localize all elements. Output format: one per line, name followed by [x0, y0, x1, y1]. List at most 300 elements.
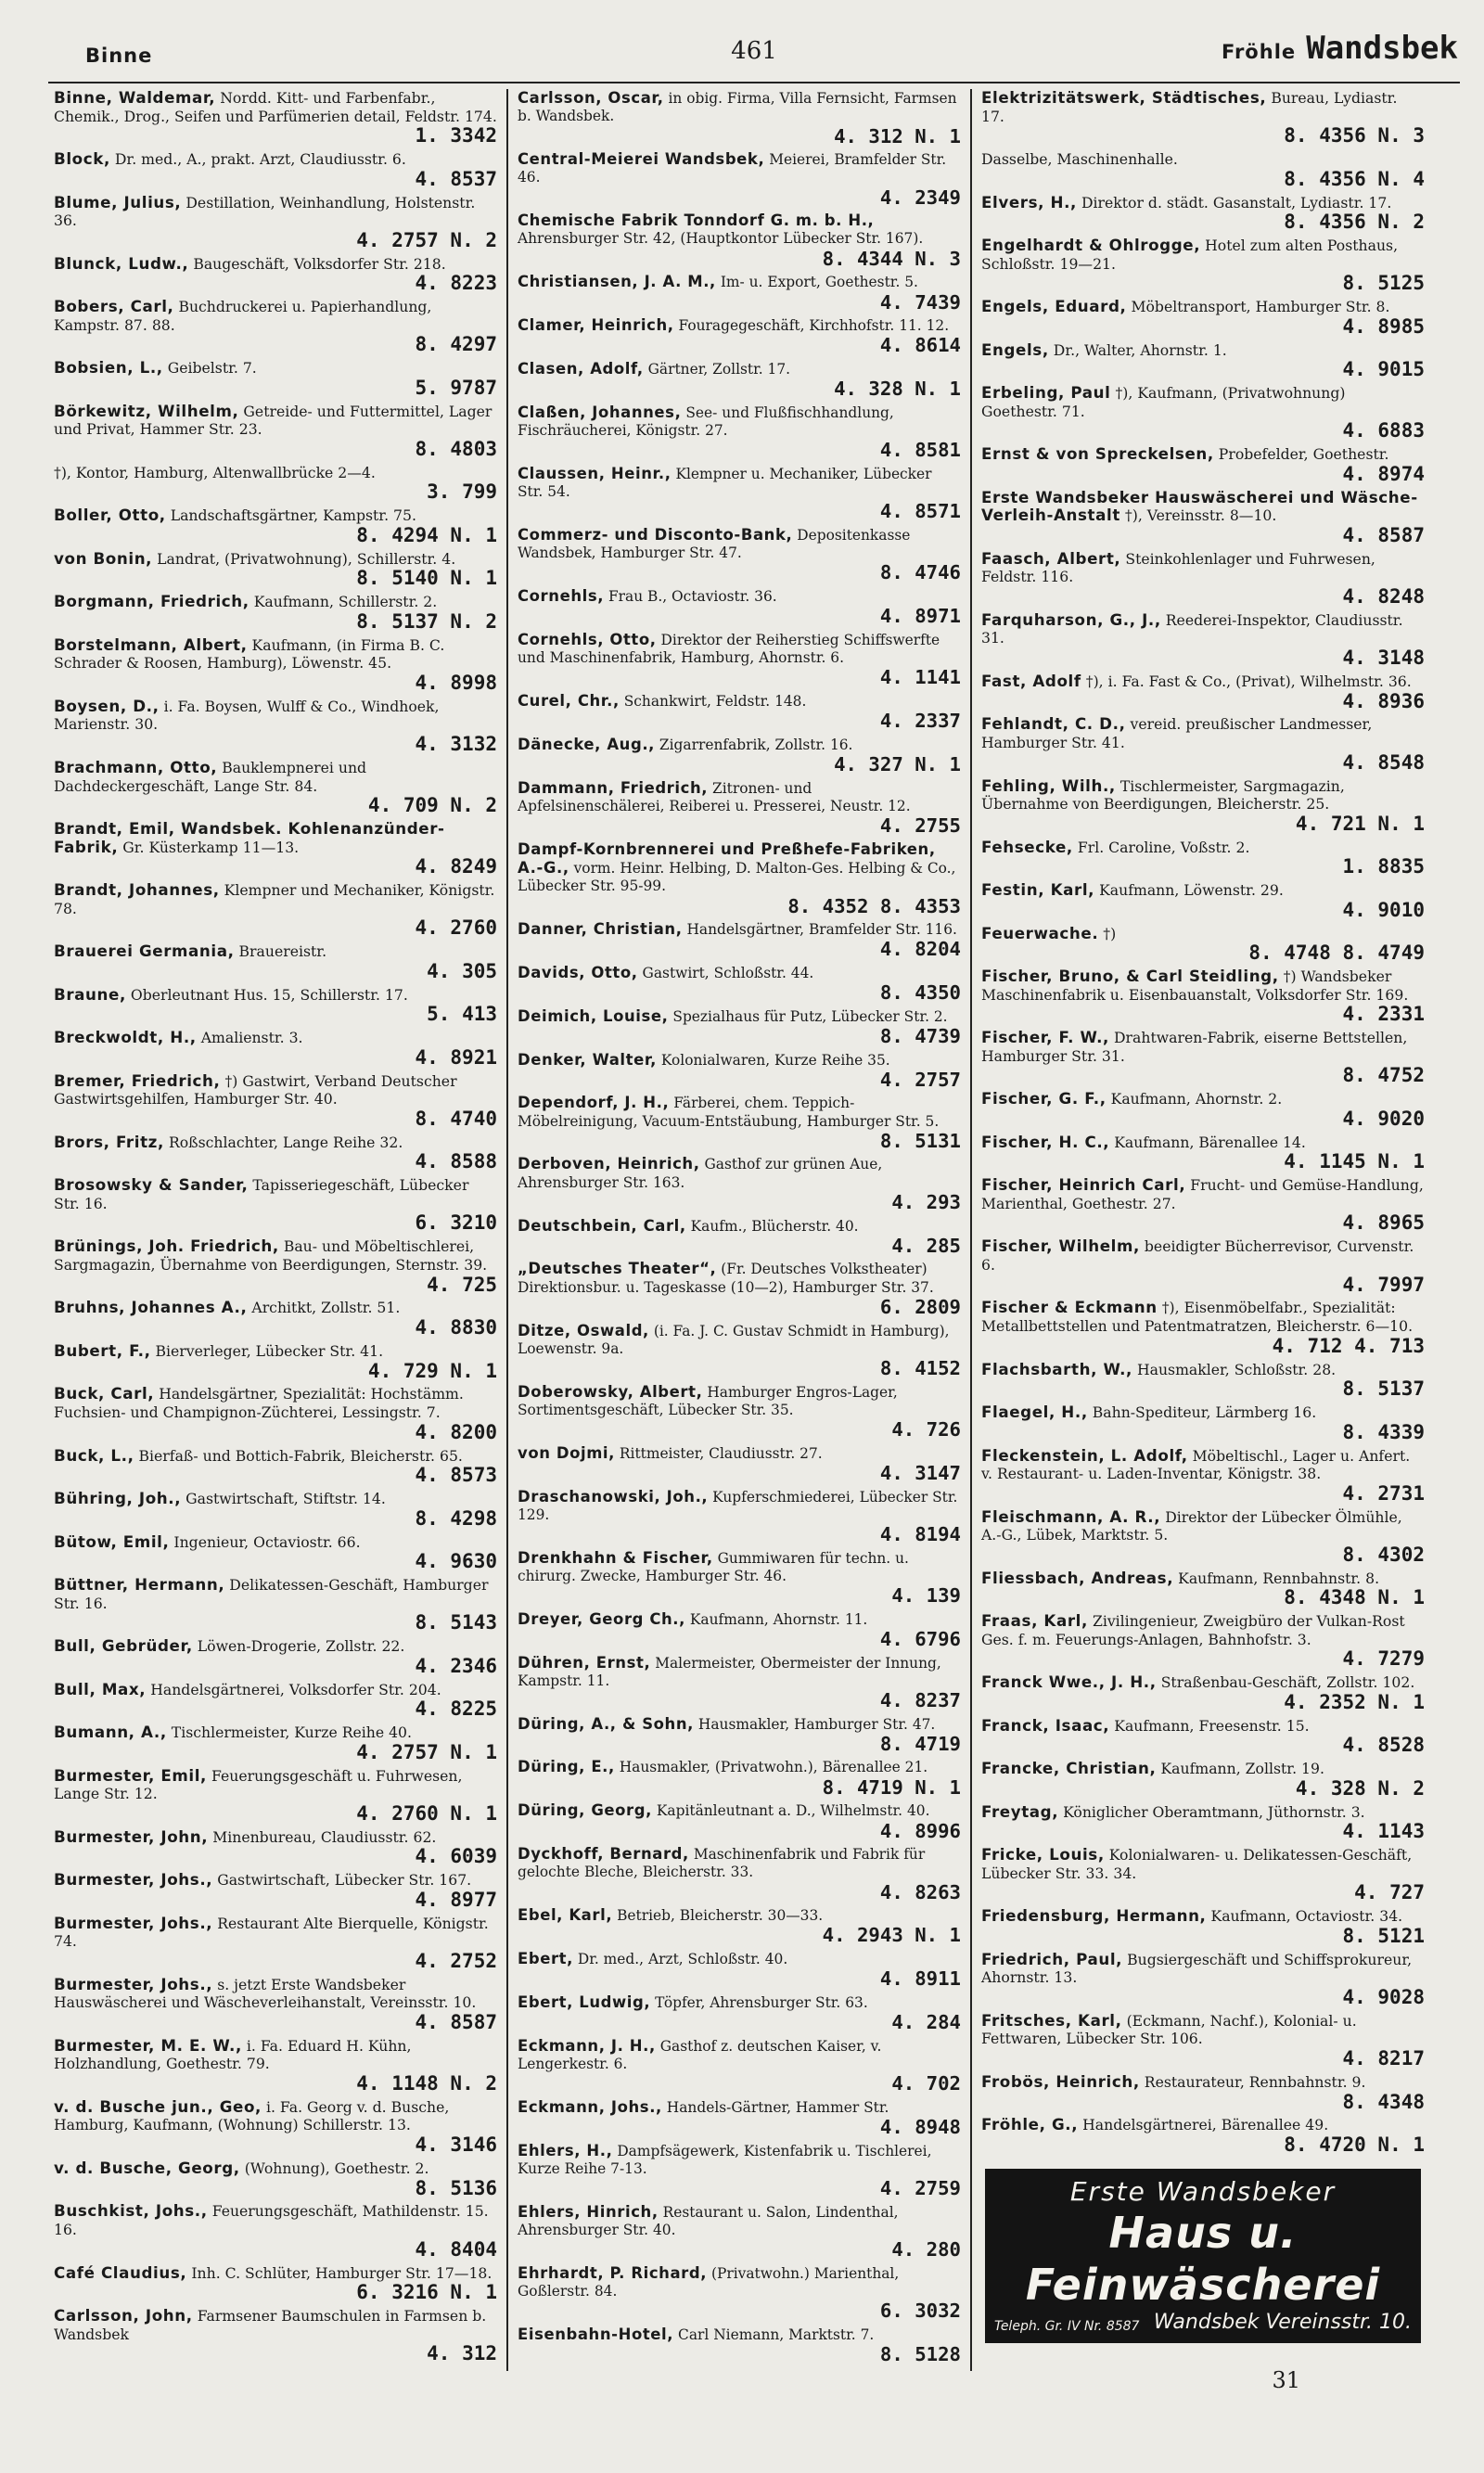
entry-phone-number: 4. 2757 [879, 1068, 961, 1091]
entry-details: Hausmakler, Hamburger Str. 47. [697, 1715, 936, 1733]
entry-name: Ernst & von Spreckelsen, [981, 444, 1214, 464]
entry-phone-number: 8. 4356 N. 3 [1284, 123, 1425, 147]
entry-name: Elvers, H., [981, 192, 1077, 211]
directory-entry [54, 1976, 497, 2033]
entry-phone-number: 4. 8948 [879, 2116, 961, 2139]
entry-details: Bauklempnerei und Dachdeckergeschäft, Lange Str. 84. [54, 758, 367, 795]
directory-entry [981, 1612, 1425, 1670]
entry-phone-number: 4. 8581 [879, 439, 961, 462]
entry-name: Friedensburg, Hermann, [981, 1906, 1207, 1926]
entry-details: Zivilingenieur, Zweigbüro der Vulkan-Rost Ges. f. m. Feuerungs-Anlagen, Bahnhofstr. 3. [981, 1612, 1405, 1648]
entry-details: Bau- und Möbeltischlerei, Sargmagazin, Übernahme von Beerdigungen, Sternstr. 39. [54, 1237, 488, 1274]
entry-details: Reederei-Inspektor, Claudiusstr. 31. [981, 610, 1403, 647]
entry-name: Burmester, M. E. W., [54, 2035, 242, 2055]
entry-details: Restaurant u. Salon, Lindenthal, Ahrensburger Str. 40. [518, 2203, 899, 2238]
header-left-keyword: Binne [85, 45, 153, 67]
entry-name: Friedrich, Paul, [981, 1949, 1123, 1968]
entry-name: Bull, Gebrüder, [54, 1636, 193, 1656]
entry-phone-number: 4. 8977 [415, 1887, 497, 1911]
column-divider [970, 89, 972, 2371]
entry-name: Fleckenstein, L. Adolf, [981, 1445, 1188, 1465]
entry-name: Brosowsky & Sander, [54, 1175, 249, 1195]
entry-details: Bureau, Lydiastr. 17. [981, 89, 1398, 125]
entry-name: Boller, Otto, [54, 506, 166, 525]
entry-phone-number: 1. 8835 [1342, 854, 1425, 878]
entry-phone-number: 8. 4719 N. 1 [822, 1775, 961, 1799]
entry-details: Frl. Caroline, Voßstr. 2. [1077, 838, 1250, 856]
directory-entry [54, 2159, 497, 2199]
directory-entry [981, 839, 1425, 878]
entry-phone-number: 4. 8249 [415, 854, 497, 878]
directory-entry [981, 1176, 1425, 1234]
entry-phone-number: 4. 8998 [415, 670, 497, 694]
entry-name: Dammann, Friedrich, [518, 778, 709, 797]
entry-phone-number: 4. 8588 [415, 1149, 497, 1173]
entry-phone-number: 8. 4352 8. 4353 [787, 894, 961, 917]
entry-phone-number: 4. 8223 [415, 271, 497, 295]
entry-name: Fröhle, G., [981, 2115, 1079, 2134]
directory-entry [54, 1681, 497, 1721]
entry-details: vorm. Heinr. Helbing, D. Malton-Ges. Helbing & Co., Lübecker Str. 95-99. [518, 859, 956, 895]
directory-entry [54, 194, 497, 251]
directory-entry [518, 2203, 961, 2261]
entry-details: Brauereistr. [238, 942, 327, 961]
entry-phone-number: 4. 3132 [415, 732, 497, 756]
directory-entry [981, 777, 1425, 835]
entry-name: Bühring, Joh., [54, 1489, 182, 1508]
entry-phone-number: 4. 8911 [879, 1967, 961, 1991]
entry-name: Burmester, Emil, [54, 1765, 207, 1785]
entry-phone-number: 4. 727 [1354, 1880, 1425, 1904]
entry-details: (i. Fa. J. C. Gustav Schmidt in Hamburg), Loewenstr. 9a. [518, 1322, 950, 1357]
directory-entry [518, 526, 961, 583]
entry-name: Eckmann, Johs., [518, 2097, 662, 2116]
entry-details: Geibelstr. 7. [167, 359, 257, 378]
entry-phone-number: 4. 3146 [415, 2133, 497, 2157]
entry-details: Möbeltransport, Hamburger Str. 8. [1131, 298, 1390, 316]
entry-phone-number: 8. 5125 [1342, 271, 1425, 295]
entry-name: Fast, Adolf [981, 671, 1081, 690]
directory-entry [54, 506, 497, 546]
entry-details: Töpfer, Ahrensburger Str. 63. [655, 1993, 868, 2011]
directory-entry [518, 2326, 961, 2365]
directory-entry [518, 2142, 961, 2199]
entry-details: Restaurateur, Rennbahnstr. 9. [1144, 2072, 1366, 2091]
entry-name: Chemische Fabrik Tonndorf G. m. b. H., [518, 211, 875, 230]
entry-phone-number: 4. 284 [891, 2011, 961, 2034]
entry-name: Bubert, F., [54, 1340, 151, 1360]
entry-details: Depositenkasse Wandsbek, Hamburger Str. 47. [518, 526, 911, 562]
directory-entry [54, 255, 497, 295]
directory-entry [54, 1385, 497, 1442]
entry-name: Deimich, Louise, [518, 1006, 669, 1025]
entry-phone-number: 4. 2731 [1342, 1480, 1425, 1505]
entry-name: Dreyer, Georg Ch., [518, 1609, 685, 1628]
entry-phone-number: 4. 3147 [879, 1461, 961, 1484]
directory-entry [54, 986, 497, 1026]
entry-name: Fischer, G. F., [981, 1089, 1107, 1108]
entry-details: Frau B., Octaviostr. 36. [608, 588, 777, 606]
entry-details: Dr. med., Arzt, Schloßstr. 40. [577, 1951, 788, 1968]
entry-name: Binne, Waldemar, [54, 89, 216, 107]
entry-name: von Bonin, [54, 548, 153, 568]
directory-entry [981, 1846, 1425, 1903]
entry-details: Destillation, Weinhandlung, Holstenstr. 36. [54, 193, 476, 230]
entry-details: Gastwirtschaft, Lübecker Str. 167. [217, 1871, 472, 1890]
directory-entry [54, 403, 497, 460]
entry-details: Gasthof z. deutschen Kaiser, v. Lengerkestr. 6. [518, 2037, 882, 2072]
entry-phone-number: 4. 7439 [879, 290, 961, 314]
directory-entry [518, 1260, 961, 1317]
entry-phone-number: 4. 1141 [879, 666, 961, 689]
entry-details: beeidigter Bücherrevisor, Curvenstr. 6. [981, 1237, 1414, 1274]
entry-name: Bütow, Emil, [54, 1531, 170, 1551]
entry-details: Färberei, chem. Teppich-Möbelreinigung, Vacuum-Entstäubung, Hamburger Str. 5. [518, 1095, 940, 1130]
entry-phone-number: 4. 8404 [415, 2236, 497, 2261]
directory-entry [981, 1508, 1425, 1566]
directory-entry [54, 698, 497, 755]
entry-details: i. Fa. Georg v. d. Busche, Hamburg, Kaufmann, (Wohnung) Schillerstr. 13. [54, 2097, 450, 2134]
entry-details: Carl Niemann, Marktstr. 7. [678, 2326, 875, 2343]
entry-name: Feuerwache. [981, 923, 1099, 942]
entry-details: Ingenieur, Octaviostr. 66. [173, 1532, 361, 1551]
entry-details: Feuerungsgeschäft u. Fuhrwesen, Lange Str. 12. [54, 1766, 463, 1803]
directory-entry [54, 2037, 497, 2095]
entry-phone-number: 8. 5128 [879, 2343, 961, 2366]
entry-name: Drenkhahn & Fischer, [518, 1548, 713, 1567]
entry-phone-number: 3. 799 [427, 480, 497, 504]
entry-details: Probefelder, Goethestr. [1218, 445, 1389, 464]
entry-name: Düring, E., [518, 1758, 615, 1776]
directory-entry [518, 1322, 961, 1379]
entry-name: v. d. Busche, Georg, [54, 2158, 240, 2177]
entry-name: Fehling, Wilh., [981, 775, 1116, 795]
entry-phone-number: 8. 4356 N. 2 [1284, 210, 1425, 234]
entry-name: Blume, Julius, [54, 192, 182, 211]
entry-name: Cornehls, [518, 587, 605, 606]
entry-phone-number: 4. 8237 [879, 1689, 961, 1712]
directory-entry [981, 1361, 1425, 1401]
entry-phone-number: 4. 8548 [1342, 750, 1425, 774]
entry-phone-number: 8. 4719 [879, 1732, 961, 1755]
entry-details: Kaufmann, Rennbahnstr. 8. [1178, 1569, 1380, 1587]
entry-details: †), Kontor, Hamburg, Altenwallbrücke 2—4. [54, 463, 376, 481]
entry-name: Fischer, Wilhelm, [981, 1236, 1140, 1256]
entry-phone-number: 4. 8537 [415, 166, 497, 190]
directory-entry [981, 1029, 1425, 1086]
entry-phone-number: 4. 3148 [1342, 646, 1425, 670]
entry-details: Restaurant Alte Bierquelle, Königstr. 74. [54, 1914, 489, 1951]
entry-details: Kupferschmiederei, Lübecker Str. 129. [518, 1488, 958, 1523]
entry-details: Baugeschäft, Volksdorfer Str. 218. [193, 254, 446, 273]
entry-details: Klempner u. Mechaniker, Lübecker Str. 54. [518, 465, 932, 501]
page-header [48, 13, 1460, 83]
entry-phone-number: 8. 4152 [879, 1357, 961, 1380]
entry-phone-number: 4. 8974 [1342, 461, 1425, 485]
entry-details: Königlicher Oberamtmann, Jüthornstr. 3. [1063, 1802, 1365, 1821]
entry-details: (Wohnung), Goethestr. 2. [244, 2159, 429, 2177]
entry-phone-number: 4. 8587 [415, 2009, 497, 2033]
entry-name: Clasen, Adolf, [518, 359, 644, 378]
entry-phone-number: 8. 4752 [1342, 1063, 1425, 1087]
directory-entry [54, 1723, 497, 1763]
entry-details: Delikatessen-Geschäft, Hamburger Str. 16. [54, 1576, 489, 1612]
entry-details: (Privatwohn.) Marienthal, Goßlerstr. 84. [518, 2264, 900, 2300]
entry-phone-number: 6. 3032 [879, 2300, 961, 2323]
directory-entry [518, 316, 961, 356]
entry-details: Klempner und Mechaniker, Königstr. 78. [54, 881, 495, 917]
directory-entry [981, 881, 1425, 921]
directory-entry [54, 2098, 497, 2156]
entry-details: Landrat, (Privatwohnung), Schillerstr. 4. [157, 549, 456, 568]
directory-entry [518, 89, 961, 147]
entry-phone-number: 8. 4356 N. 4 [1284, 166, 1425, 190]
entry-details: Tischlermeister, Sargmagazin, Übernahme von Beerdigungen, Bleicherstr. 25. [981, 776, 1345, 814]
directory-entry [54, 1299, 497, 1339]
directory-entry [981, 194, 1425, 234]
entry-details: Dasselbe, Maschinenhalle. [981, 150, 1178, 169]
directory-entry [981, 1403, 1425, 1443]
column-3 [976, 89, 1430, 2371]
entry-name: Brandt, Emil, Wandsbek. Kohlenanzünder-Fabrik, [54, 819, 445, 856]
entry-phone-number: 4. 712 4. 713 [1272, 1333, 1425, 1357]
entry-details: (Fr. Deutsches Volkstheater) Direktionsbur. u. Tageskasse (10—2), Hamburger Str. 37. [518, 1261, 934, 1296]
entry-name: von Dojmi, [518, 1443, 616, 1462]
entry-details: Hausmakler, Schloßstr. 28. [1136, 1360, 1337, 1378]
entry-details: Kolonialwaren- u. Delikatessen-Geschäft, Lübecker Str. 33. 34. [981, 1846, 1413, 1882]
directory-entry [981, 1717, 1425, 1757]
directory-entry [54, 1134, 497, 1173]
directory-entry [981, 1907, 1425, 1947]
directory-entry [54, 359, 497, 399]
entry-name: Ebert, Ludwig, [518, 1992, 651, 2011]
entry-name: Buschkist, Johs., [54, 2201, 208, 2221]
directory-entry [518, 692, 961, 732]
entry-details: Direktor d. städt. Gasanstalt, Lydiastr. 17. [1081, 193, 1392, 211]
directory-entry [518, 1993, 961, 2033]
entry-phone-number: 8. 5137 N. 2 [356, 609, 497, 633]
directory-entry [54, 1237, 497, 1295]
entry-details: Handels-Gärtner, Hammer Str. [666, 2098, 889, 2116]
entry-name: Flachsbarth, W., [981, 1359, 1132, 1378]
entry-details: Rittmeister, Claudiusstr. 27. [619, 1444, 823, 1462]
directory-entry [981, 445, 1425, 485]
directory-entry [981, 1447, 1425, 1505]
directory-entry [981, 1299, 1425, 1356]
entry-details: (Eckmann, Nachf.), Kolonial- u. Fettwaren, Lübecker Str. 106. [981, 2011, 1357, 2048]
entry-phone-number: 4. 9015 [1342, 357, 1425, 381]
directory-entry [981, 1803, 1425, 1843]
entry-name: Elektrizitätswerk, Städtisches, [981, 89, 1267, 107]
entry-phone-number: 8. 4720 N. 1 [1284, 2133, 1425, 2157]
entry-details: Frucht- und Gemüse-Handlung, Marienthal, Goethestr. 27. [981, 1176, 1424, 1212]
entry-details: Gasthof zur grünen Aue, Ahrensburger Str. 163. [518, 1156, 883, 1191]
entry-phone-number: 4. 8200 [415, 1419, 497, 1443]
entry-phone-number: 8. 4740 [415, 1106, 497, 1130]
entry-details: Gastwirtschaft, Stiftstr. 14. [186, 1490, 386, 1508]
header-page-number: 461 [731, 37, 777, 65]
directory-entry [518, 465, 961, 522]
entry-name: Eisenbahn-Hotel, [518, 2325, 674, 2343]
header-city: Wandsbek [1306, 30, 1458, 67]
entry-name: Deutschbein, Carl, [518, 1216, 686, 1235]
entry-phone-number: 4. 9010 [1342, 897, 1425, 921]
entry-phone-number: 4. 8217 [1342, 2046, 1425, 2070]
entry-phone-number: 4. 2346 [415, 1653, 497, 1677]
directory-entry [518, 360, 961, 400]
entry-name: Claussen, Heinr., [518, 464, 672, 482]
entry-name: Fehlandt, C. D., [981, 714, 1126, 734]
entry-phone-number: 4. 1143 [1342, 1819, 1425, 1843]
column-2 [512, 89, 966, 2371]
entry-phone-number: 8. 4803 [415, 436, 497, 460]
directory-entry [518, 1549, 961, 1607]
entry-name: Fischer, F. W., [981, 1028, 1110, 1047]
entry-details: Handelsgärtnerei, Bärenallee 49. [1082, 2116, 1329, 2134]
directory-entry [518, 840, 961, 916]
entry-name: Draschanowski, Joh., [518, 1487, 709, 1506]
directory-entry [54, 150, 497, 190]
entry-name: Davids, Otto, [518, 963, 638, 981]
directory-entry [518, 1610, 961, 1650]
entry-name: Blunck, Ludw., [54, 253, 189, 273]
entry-details: Kaufm., Blücherstr. 40. [690, 1217, 859, 1235]
entry-name: Fischer, H. C., [981, 1132, 1110, 1151]
entry-name: Ditze, Oswald, [518, 1321, 649, 1339]
entry-name: Faasch, Albert, [981, 548, 1121, 568]
directory-entry [54, 1871, 497, 1911]
entry-details: Architkt, Zollstr. 51. [251, 1299, 401, 1317]
entry-name: Burmester, John, [54, 1826, 209, 1846]
entry-phone-number: 4. 8225 [415, 1697, 497, 1721]
directory-entry [54, 1533, 497, 1573]
entry-phone-number: 4. 2943 N. 1 [822, 1924, 961, 1947]
entry-name: Bobsien, L., [54, 358, 163, 378]
entry-name: Brünings, Joh. Friedrich, [54, 1236, 279, 1256]
entry-phone-number: 4. 1145 N. 1 [1284, 1149, 1425, 1173]
entry-name: Fraas, Karl, [981, 1611, 1088, 1631]
entry-phone-number: 4. 729 N. 1 [367, 1358, 497, 1382]
entry-phone-number: 4. 2760 N. 1 [356, 1800, 497, 1825]
entry-name: Christiansen, J. A. M., [518, 273, 716, 291]
entry-name: Clamer, Heinrich, [518, 316, 674, 335]
entry-phone-number: 8. 4746 [879, 561, 961, 584]
entry-details: Tischlermeister, Kurze Reihe 40. [171, 1723, 412, 1742]
entry-name: Borstelmann, Albert, [54, 634, 248, 654]
entry-phone-number: 4. 2331 [1342, 1002, 1425, 1026]
entry-phone-number: 4. 2755 [879, 814, 961, 838]
entry-details: Hotel zum alten Posthaus, Schloßstr. 19—21. [981, 237, 1399, 273]
entry-details: Löwen-Drogerie, Zollstr. 22. [197, 1637, 405, 1656]
entry-phone-number: 4. 721 N. 1 [1295, 811, 1425, 835]
entry-name: Brandt, Johannes, [54, 880, 220, 900]
ad-line-1: Erste Wandsbeker [1069, 2175, 1337, 2207]
entry-details: †), Kaufmann, (Privatwohnung) Goethestr. 71. [981, 384, 1346, 420]
entry-name: Breckwoldt, H., [54, 1028, 197, 1047]
entry-name: Doberowsky, Albert, [518, 1382, 703, 1401]
entry-name: Frobös, Heinrich, [981, 2071, 1140, 2091]
entry-name: Block, [54, 149, 110, 169]
entry-details: Buchdruckerei u. Papierhandlung, Kampstr. 87. 88. [54, 298, 432, 334]
entry-details: Gastwirt, Schloßstr. 44. [642, 964, 814, 981]
entry-details: Bierfaß- und Bottich-Fabrik, Bleicherstr. 65. [138, 1446, 463, 1465]
entry-name: Borgmann, Friedrich, [54, 592, 249, 611]
entry-name: Brors, Fritz, [54, 1132, 164, 1151]
entry-phone-number: 4. 8985 [1342, 314, 1425, 338]
directory-entry [981, 1951, 1425, 2008]
entry-phone-number: 8. 4297 [415, 332, 497, 356]
entry-phone-number: 4. 2757 N. 1 [356, 1739, 497, 1763]
entry-name: Dependorf, J. H., [518, 1094, 670, 1112]
entry-name: Curel, Chr., [518, 691, 620, 710]
entry-name: Cornehls, Otto, [518, 630, 657, 648]
directory-entry [518, 1906, 961, 1946]
directory-entry [54, 2202, 497, 2260]
entry-phone-number: 6. 3216 N. 1 [356, 2280, 497, 2304]
directory-entry [54, 1447, 497, 1487]
directory-entry [981, 341, 1425, 381]
entry-details: Maschinenfabrik und Fabrik für gelochte Bleche, Bleicherstr. 33. [518, 1846, 926, 1881]
entry-phone-number: 4. 7997 [1342, 1272, 1425, 1296]
entry-phone-number: 6. 2809 [879, 1295, 961, 1318]
directory-entry [981, 1237, 1425, 1295]
entry-details: Spezialhaus für Putz, Lübecker Str. 2. [672, 1007, 948, 1025]
entry-name: Börkewitz, Wilhelm, [54, 401, 239, 420]
directory-entry [518, 1444, 961, 1484]
entry-details: Farmsener Baumschulen in Farmsen b. Wandsbek [54, 2307, 487, 2343]
entry-details: Gr. Küsterkamp 11—13. [122, 838, 300, 856]
directory-entry [518, 1383, 961, 1441]
entry-phone-number: 4. 328 N. 2 [1295, 1775, 1425, 1800]
directory-entry [981, 489, 1425, 546]
entry-details: Oberleutnant Hus. 15, Schillerstr. 17. [130, 985, 408, 1004]
directory-entry [54, 1029, 497, 1069]
entry-name: Bumann, A., [54, 1723, 167, 1742]
directory-entry [981, 1673, 1425, 1713]
entry-phone-number: 5. 9787 [415, 375, 497, 399]
entry-details: Bugsiergeschäft und Schiffsprokureur, Ahornstr. 13. [981, 1950, 1413, 1987]
entry-name: Carlsson, John, [54, 2306, 193, 2326]
directory-entry [981, 89, 1425, 147]
entry-details: Kapitänleutnant a. D., Wilhelmstr. 40. [656, 1802, 930, 1820]
entry-name: Fischer & Eckmann [981, 1298, 1158, 1317]
entry-details: Dr. med., A., prakt. Arzt, Claudiusstr. 6. [114, 150, 406, 169]
entry-details: Inh. C. Schlüter, Hamburger Str. 17—18. [191, 2263, 493, 2282]
directory-entry [54, 593, 497, 633]
directory-entry [518, 1094, 961, 1151]
entry-phone-number: 4. 8528 [1342, 1733, 1425, 1757]
entry-phone-number: 8. 4298 [415, 1506, 497, 1530]
directory-entry [981, 611, 1425, 669]
entry-name: Commerz- und Disconto-Bank, [518, 525, 793, 544]
entry-name: Fricke, Louis, [981, 1845, 1105, 1864]
entry-phone-number: 4. 8194 [879, 1523, 961, 1546]
entry-details: Betrieb, Bleicherstr. 30—33. [617, 1907, 824, 1925]
entry-details: s. jetzt Erste Wandsbeker Hauswäscherei und Wäscheverleihanstalt, Vereinsstr. 10. [54, 1975, 477, 2012]
entry-details: Meierei, Bramfelder Str. 46. [518, 151, 947, 186]
directory-entry [518, 1488, 961, 1545]
entry-phone-number: 8. 4302 [1342, 1542, 1425, 1566]
entry-phone-number: 8. 5121 [1342, 1923, 1425, 1947]
entry-name: Brachmann, Otto, [54, 757, 218, 776]
entry-name: Buck, Carl, [54, 1384, 155, 1403]
entry-phone-number: 4. 8965 [1342, 1211, 1425, 1235]
entry-details: See- und Flußfischhandlung, Fischräucherei, Königstr. 27. [518, 404, 894, 440]
ad-telephone: Teleph. Gr. IV Nr. 8587 [994, 2318, 1140, 2334]
entry-name: Bobers, Carl, [54, 297, 174, 316]
directory-entry [54, 89, 497, 147]
directory-entry [54, 636, 497, 694]
